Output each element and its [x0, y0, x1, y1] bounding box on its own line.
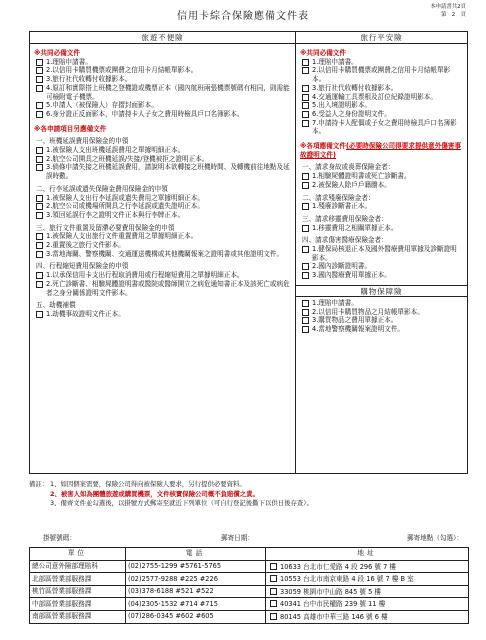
specific-docs-groups: [300, 163, 463, 279]
document-item: [34, 84, 291, 101]
office-phone-text: (03)378-6188 #521 #522: [128, 587, 214, 596]
checkbox[interactable]: [36, 111, 43, 118]
checkbox[interactable]: [36, 164, 43, 171]
office-address: [266, 573, 469, 586]
document-item: [34, 211, 291, 220]
document-item: [300, 325, 463, 334]
document-item: [300, 84, 463, 93]
common-docs-title: ※共同必備文件: [300, 49, 346, 57]
document-item-text: 4.原訂和實際搭上班機之登機證或機票正本（國內航班兩張機票號碼有相同，則需能可檢附電子機票。: [46, 83, 290, 101]
document-item-text: 2.死亡診斷書、相驗屍體證明書或醫院或醫師開立之病危通知書正本及該死亡或病危者之身分關係證明文件影本。: [46, 279, 290, 297]
document-item-text: 1.被保險人支出旅行文件重置費用之單據明細正本。: [46, 232, 198, 241]
office-phone: [126, 610, 266, 623]
document-title: 信用卡綜合保險應備文件表: [177, 11, 309, 22]
claim-group: [34, 137, 291, 181]
claim-group: [34, 262, 291, 297]
checkbox[interactable]: [302, 67, 309, 74]
registered-number-label: 掛號號碼：: [43, 534, 76, 542]
office-address: [266, 610, 469, 623]
table-row: [30, 585, 469, 598]
claim-group: [34, 185, 291, 220]
header-address: 地址: [266, 548, 469, 561]
document-item-text: 2.以信用卡購買物品之月結帳單影本。: [312, 307, 424, 316]
table-row: [30, 573, 469, 586]
notes-section: [29, 480, 469, 509]
office-address: [266, 598, 469, 611]
checkbox[interactable]: [302, 182, 309, 189]
document-item-text: 1.理賠申請書。: [312, 57, 358, 66]
office-unit-text: 中部區營業部服務課: [32, 599, 92, 608]
note-line-2: 2、被害人如為團體旅遊或購買機票，文件核實保險公司概不負賠償之責。: [50, 489, 259, 498]
document-item: [300, 224, 463, 233]
office-address-text: 33059 桃園市中山路 845 號 5 樓: [280, 587, 381, 596]
office-unit: [30, 560, 126, 573]
document-item: [300, 101, 463, 110]
checkbox[interactable]: [36, 76, 43, 83]
checkbox[interactable]: [36, 85, 43, 92]
document-item-text: 3.旅行社代收轉付收據影本。: [312, 83, 398, 92]
office-address-table: [29, 547, 469, 624]
office-address-text: 80145 高雄市中華三路 146 號 6 樓: [280, 612, 388, 621]
document-item-text: 3.倘條申請失接之班機延誤費用，請說明本欲轉接之班機時間、及轉機前往地點及延誤時數。: [46, 163, 290, 181]
office-phone-text: (07)286-0345 #602 #605: [128, 612, 214, 621]
claim-group: [34, 301, 291, 318]
document-item-text: 2.航空公司或機場所開具之行李延誤或遺失證明正本。: [46, 202, 204, 211]
office-rows: [30, 560, 469, 623]
document-item-text: 1.被保險人支出行李延誤或遺失費用之單據明細正本。: [46, 193, 204, 202]
document-item: [34, 146, 291, 155]
office-phone: [126, 585, 266, 598]
document-item-text: 2.以信用卡購買機票或團費之信用卡月結帳單影本。: [46, 66, 198, 75]
claim-group-title: 三、旅行文件重置及留滯必要費用保險金的申領: [36, 223, 175, 232]
header-unit: 單位: [30, 548, 126, 561]
claim-group-title: 四、請求傷害醫療保險金者：: [302, 236, 388, 245]
note-line-1: 1、如因個案需要，保險公司得向被保險人要求，另行提供必要資料。: [50, 480, 246, 488]
checkbox[interactable]: [302, 59, 309, 66]
document-item: [34, 310, 291, 319]
document-item-text: 3.領回延誤行李之證明文件正本與行李牌正本。: [46, 210, 185, 219]
travel-accident-heading: 旅行平安險: [296, 32, 467, 44]
document-item: [34, 194, 291, 203]
office-unit-text: 南部區營業部服務課: [32, 612, 92, 621]
checkbox[interactable]: [302, 272, 309, 279]
claim-group: [300, 194, 463, 211]
checkbox[interactable]: [36, 156, 43, 163]
checkbox[interactable]: [302, 102, 309, 109]
document-item: [300, 308, 463, 317]
document-item-text: 1.相驗屍體證明書或死亡診斷書。: [312, 172, 411, 181]
document-item-text: 5.申請人（被保險人）存摺封面影本。: [46, 101, 158, 110]
document-item: [34, 101, 291, 110]
document-item-text: 3.當地海關、警察機關、交通運送機構或其他機關報案之證明書或其他證明文件。: [46, 249, 284, 258]
document-item-text: 1.劫機事故證明文件正本。: [46, 309, 125, 318]
document-item: [34, 280, 291, 297]
document-item-text: 6.身分證正反面影本，申請持卡人子女之費用時檢具戶口名簿影本。: [46, 109, 244, 118]
document-item-text: 1.理賠申請書。: [46, 57, 92, 66]
table-row: [30, 560, 469, 573]
document-item-text: 2.國內診斷證明書。: [312, 262, 372, 271]
document-item: [300, 119, 463, 136]
checkbox[interactable]: [302, 309, 309, 316]
office-phone-text: (02)2755-1299 #5761-5765: [128, 562, 222, 571]
document-item-text: 2.重置後之旅行文件影本。: [46, 241, 125, 250]
document-item-text: 1.以承保信用卡支出行程取消費用或行程縮短費用之單據明細正本。: [46, 271, 244, 280]
claim-group-title: 二、行李延誤或遺失保險金費用保險金的申領: [36, 184, 168, 193]
document-item-text: 3.國內醫療費用單據正本。: [312, 271, 391, 280]
document-item: [300, 271, 463, 280]
document-item: [300, 181, 463, 190]
checkbox[interactable]: [302, 246, 309, 253]
document-item: [300, 299, 463, 308]
document-item-text: 4.當地警察機關報案證明文件。: [312, 324, 405, 333]
document-item-text: 4.交通運輸工具票根及訂位紀錄證明影本。: [312, 92, 437, 101]
checkbox[interactable]: [302, 173, 309, 180]
note-line-3: 3、備齊文件並勾選後，以掛號方式郵寄至就近下列單位（可自行登記後撕下以供日後存查）。: [50, 499, 313, 508]
specific-docs-title-text: ※各項應備文件: [300, 142, 346, 151]
checkbox[interactable]: [302, 225, 309, 232]
document-item-text: 1.移靈費用之相關單據正本。: [312, 223, 398, 232]
document-item-text: 7.申請持卡人配偶或子女之費用時檢具戶口名簿影本。: [312, 118, 457, 136]
specific-docs-note: (必要時保險公司得要求提供意外傷害事故證明文件): [300, 142, 462, 159]
claim-group: [300, 215, 463, 232]
checkbox[interactable]: [36, 311, 43, 318]
document-item: [34, 66, 291, 75]
claim-group-title: 三、請求移靈費用保險金者：: [302, 214, 388, 223]
document-item: [300, 93, 463, 102]
document-item: [34, 241, 291, 250]
office-address-text: 10633 台北市仁愛路 4 段 296 號 7 樓: [280, 562, 396, 571]
office-address: [266, 585, 469, 598]
checkbox[interactable]: [36, 233, 43, 240]
document-item: [34, 202, 291, 211]
checkbox[interactable]: [36, 203, 43, 210]
notes-label: 備註：: [29, 480, 49, 488]
checkbox[interactable]: [302, 317, 309, 324]
checkbox[interactable]: [302, 300, 309, 307]
document-item-text: 2.被保險人除戶戶籍謄本。: [312, 180, 391, 189]
claim-group-title: 一、班機延誤費用保險金的申領: [36, 137, 129, 146]
office-phone: [126, 598, 266, 611]
office-select-checkbox[interactable]: [270, 600, 277, 607]
checkbox[interactable]: [36, 212, 43, 219]
office-phone-text: (02)2577-9288 #225 #226: [128, 574, 218, 583]
document-item-text: 1.理賠申請書。: [312, 298, 358, 307]
office-unit: [30, 573, 126, 586]
checkbox[interactable]: [36, 147, 43, 154]
common-docs-list: [300, 58, 463, 136]
specific-docs-title: ※各申請項目另應備文件: [34, 124, 107, 133]
header-phone: 電話: [126, 548, 266, 561]
checkbox[interactable]: [302, 120, 309, 127]
document-item: [300, 202, 463, 211]
checkbox[interactable]: [302, 85, 309, 92]
document-item: [34, 75, 291, 84]
office-phone: [126, 573, 266, 586]
office-unit: [30, 610, 126, 623]
document-item: [300, 245, 463, 262]
checkbox[interactable]: [36, 195, 43, 202]
travel-inconvenience-heading: 旅遊不便險: [30, 32, 295, 44]
document-item-text: 5.出入境證明影本。: [312, 101, 372, 110]
common-docs-list: [34, 58, 291, 119]
document-item: [300, 262, 463, 271]
checkbox[interactable]: [302, 111, 309, 118]
office-phone: [126, 560, 266, 573]
claim-group: [300, 236, 463, 280]
checkbox[interactable]: [36, 281, 43, 288]
office-select-checkbox[interactable]: [270, 588, 277, 595]
checkbox[interactable]: [36, 102, 43, 109]
table-row: [30, 598, 469, 611]
purchase-docs-list: [300, 299, 463, 334]
checkbox[interactable]: [36, 251, 43, 258]
checkbox[interactable]: [302, 326, 309, 333]
claim-group: [300, 163, 463, 189]
document-item: [34, 110, 291, 119]
mail-info-row: [29, 534, 469, 543]
purchase-protection-heading: 購物保障險: [296, 285, 467, 297]
office-phone-text: (04)2305-1532 #714 #715: [128, 599, 218, 608]
document-item: [300, 316, 463, 325]
requirements-table: [29, 31, 468, 474]
document-item-text: 1.被保險人支出班機延誤費用之單據明細正本。: [46, 146, 185, 155]
document-item-text: 3.旅行社代收轉付收據影本。: [46, 75, 132, 84]
office-address-text: 10553 台北市南京東路 4 段 16 號 7 樓 B 室: [280, 575, 414, 584]
page-number: 第 2 頁: [441, 11, 466, 18]
claim-group-title: 五、劫機補償: [36, 301, 76, 310]
common-docs-title: ※共同必備文件: [34, 49, 80, 57]
office-address: [266, 560, 469, 573]
document-item-text: 1.殘廢診斷書正本。: [312, 202, 372, 211]
claim-group-title: 四、行程縮短費用保險金的申領: [36, 262, 129, 271]
document-item: [34, 271, 291, 280]
office-select-checkbox[interactable]: [270, 613, 277, 620]
document-item: [34, 163, 291, 180]
checkbox[interactable]: [302, 263, 309, 270]
document-item: [300, 172, 463, 181]
checkbox[interactable]: [36, 67, 43, 74]
document-item-text: 3.購買物品之費用單據正本。: [312, 316, 398, 325]
mail-date-label: 郵寄日期：: [221, 534, 254, 542]
specific-docs-groups: [34, 137, 291, 318]
document-item: [34, 232, 291, 241]
office-unit-text: 北部區營業部服務課: [32, 574, 92, 583]
claim-group-title: 二、請求殘廢保險金者：: [302, 193, 375, 202]
checkbox[interactable]: [36, 272, 43, 279]
page-count: 本申請書共2頁: [430, 4, 466, 10]
document-item: [34, 250, 291, 259]
specific-docs-title: [300, 142, 463, 159]
checkbox[interactable]: [36, 59, 43, 66]
travel-inconvenience-column: [30, 32, 296, 473]
office-select-checkbox[interactable]: [270, 575, 277, 582]
mail-location-label: 郵寄地點（勾選）：: [406, 534, 463, 542]
document-item-text: 2.以信用卡購買機票或團費之信用卡月結帳單影本。: [312, 66, 451, 84]
office-unit-text: 總公司意外險部理賠科: [32, 562, 98, 571]
office-unit: [30, 585, 126, 598]
document-item: [300, 66, 463, 83]
document-item: [300, 110, 463, 119]
document-item-text: 6.受益人之身份證明文件。: [312, 109, 391, 118]
office-address-text: 40341 台中市民權路 239 號 11 樓: [280, 600, 386, 609]
office-unit-text: 桃竹區營業部服務課: [32, 587, 92, 596]
office-unit: [30, 598, 126, 611]
document-item-text: 2.航空公司開具之班機延誤/失接/登機被拒之證明正本。: [46, 154, 209, 163]
checkbox[interactable]: [36, 242, 43, 249]
checkbox[interactable]: [302, 94, 309, 101]
document-item-text: 1.健保局核退正本及國外醫療費用單據及診斷證明影本。: [312, 245, 457, 262]
table-row: [30, 610, 469, 623]
office-select-checkbox[interactable]: [270, 563, 277, 570]
checkbox[interactable]: [302, 203, 309, 210]
travel-accident-column: [296, 32, 467, 473]
claim-group-title: 一、請求身故或喪葬保險金者：: [302, 163, 395, 172]
claim-group: [34, 224, 291, 259]
